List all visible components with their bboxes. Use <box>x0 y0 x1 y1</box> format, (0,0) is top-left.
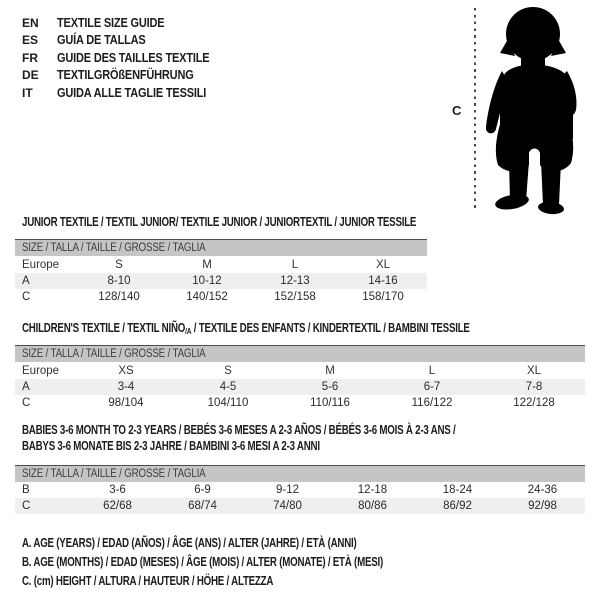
table-cell: 7-8 <box>525 381 543 393</box>
table-cell: 24-36 <box>527 484 558 496</box>
height-measure-dashed-line <box>474 8 476 212</box>
table-cell: XL <box>375 258 391 271</box>
footnote-text: A. AGE (YEARS) / EDAD (AÑOS) / ÂGE (ANS) / ALTER (JAHRE) / ETÀ (ANNI) <box>22 536 357 550</box>
section-junior-textile <box>15 215 427 305</box>
table-cell: L <box>428 364 436 377</box>
table-cell: 128/140 <box>98 291 140 303</box>
table-cell: XS <box>118 364 134 377</box>
table-cell: 18-24 <box>442 484 473 496</box>
table-cell: 92/98 <box>528 500 557 512</box>
size-bar-label: SIZE / TALLA / TAILLE / GRÖSSE / TAGLIA <box>22 348 206 360</box>
table-cell: XL <box>526 364 542 377</box>
table-cell: 8-10 <box>107 275 131 287</box>
size-table-children <box>15 345 585 411</box>
table-cell: L <box>291 258 299 271</box>
size-bar <box>15 465 585 482</box>
size-bar-label: SIZE / TALLA / TAILLE / GRÖSSE / TAGLIA <box>22 468 206 480</box>
table-cell: 14-16 <box>368 275 398 287</box>
table-cell: 122/128 <box>513 397 555 409</box>
language-row <box>22 67 230 85</box>
language-code: ES <box>22 33 39 48</box>
section-title <box>22 321 585 345</box>
language-code: FR <box>22 50 38 65</box>
section-title <box>22 423 585 465</box>
language-row <box>22 32 230 50</box>
section-title-rest: / TEXTILE DES ENFANTS / KINDERTEXTIL / BAMBINI TESSILE <box>191 321 470 335</box>
language-list <box>22 14 230 102</box>
table-row <box>15 482 585 498</box>
section-title-main: CHILDREN'S TEXTILE / TEXTIL NIÑO <box>22 321 186 335</box>
table-cell: 68/74 <box>188 500 217 512</box>
table-cell: 140/152 <box>186 291 228 303</box>
table-row <box>15 256 427 273</box>
language-label: GUIDA ALLE TAGLIE TESSILI <box>57 85 207 100</box>
table-cell: S <box>224 364 232 377</box>
language-row <box>22 14 230 32</box>
table-cell: 104/110 <box>207 397 249 409</box>
language-row <box>22 49 230 67</box>
row-label: A <box>22 381 30 393</box>
section-title-text <box>22 321 470 336</box>
table-row <box>15 273 427 289</box>
table-cell: M <box>202 258 212 271</box>
language-label: TEXTILGRÖßENFÜHRUNG <box>57 68 194 83</box>
size-bar <box>15 239 427 256</box>
table-row <box>15 379 585 395</box>
section-children-textile <box>15 321 585 411</box>
section-title-line2: BABYS 3-6 MONATE BIS 2-3 JAHRE / BAMBINI 3-6 MESI A 2-3 ANNI <box>22 438 320 453</box>
section-title <box>22 215 427 239</box>
size-bar <box>15 345 585 362</box>
language-code: EN <box>22 15 39 30</box>
table-cell: 98/104 <box>108 397 144 409</box>
footnote <box>22 536 485 555</box>
table-row <box>15 362 585 379</box>
section-babies-textile <box>15 423 585 514</box>
size-table-junior <box>15 239 427 305</box>
footnote <box>22 555 485 574</box>
table-cell: 10-12 <box>192 275 222 287</box>
size-table-babies <box>15 465 585 514</box>
row-label: C <box>22 291 31 303</box>
size-bar-label: SIZE / TALLA / TAILLE / GRÖSSE / TAGLIA <box>22 242 206 254</box>
table-row <box>15 395 585 411</box>
row-label: A <box>22 275 30 287</box>
footnote <box>22 574 485 593</box>
height-measure-label: C <box>452 103 462 118</box>
table-cell: 3-6 <box>109 484 126 496</box>
table-cell: 152/158 <box>274 291 316 303</box>
table-cell: 6-9 <box>194 484 211 496</box>
table-cell: 5-6 <box>321 381 339 393</box>
section-title-text: JUNIOR TEXTILE / TEXTIL JUNIOR/ TEXTILE JUNIOR / JUNIORTEXTIL / JUNIOR TESSILE <box>22 215 417 229</box>
row-label: Europe <box>22 258 60 271</box>
table-cell: 74/80 <box>273 500 302 512</box>
section-title-line1: BABIES 3-6 MONTH TO 2-3 YEARS / BEBÉS 3-6 MESES A 2-3 AÑOS / BÉBÉS 3-6 MOIS À 2-3 ANS / <box>22 423 456 437</box>
table-cell: 110/116 <box>310 397 350 409</box>
language-code: DE <box>22 68 39 83</box>
table-cell: 116/122 <box>411 397 453 409</box>
language-label: GUÍA DE TALLAS <box>57 33 146 48</box>
footnote-text: C. (cm) HEIGHT / ALTURA / HAUTEUR / HÖHE / ALTEZZA <box>22 574 274 588</box>
language-code: IT <box>22 85 33 100</box>
table-cell: 3-4 <box>117 381 135 393</box>
language-label: TEXTILE SIZE GUIDE <box>57 15 165 30</box>
table-cell: 12-13 <box>280 275 310 287</box>
table-cell: 80/86 <box>358 500 387 512</box>
row-label: C <box>22 397 31 409</box>
row-label: Europe <box>22 364 60 377</box>
language-label: GUIDE DES TAILLES TEXTILE <box>57 50 210 65</box>
table-cell: 12-18 <box>357 484 388 496</box>
toddler-silhouette-icon <box>483 3 597 217</box>
row-label: C <box>22 500 31 512</box>
row-label: B <box>22 484 30 496</box>
table-row <box>15 289 427 305</box>
table-row <box>15 498 585 514</box>
table-cell: S <box>115 258 123 271</box>
table-cell: 62/68 <box>103 500 132 512</box>
footnote-list <box>22 536 485 593</box>
table-cell: 6-7 <box>423 381 441 393</box>
language-row <box>22 84 230 102</box>
table-cell: 86/92 <box>443 500 472 512</box>
table-cell: 9-12 <box>275 484 300 496</box>
section-title-subscript: /A <box>185 326 192 336</box>
table-cell: 158/170 <box>362 291 404 303</box>
footnote-text: B. AGE (MONTHS) / EDAD (MESES) / ÂGE (MOIS) / ALTER (MONATE) / ETÀ (MESI) <box>22 555 383 569</box>
table-cell: 4-5 <box>219 381 237 393</box>
table-cell: M <box>325 364 335 377</box>
